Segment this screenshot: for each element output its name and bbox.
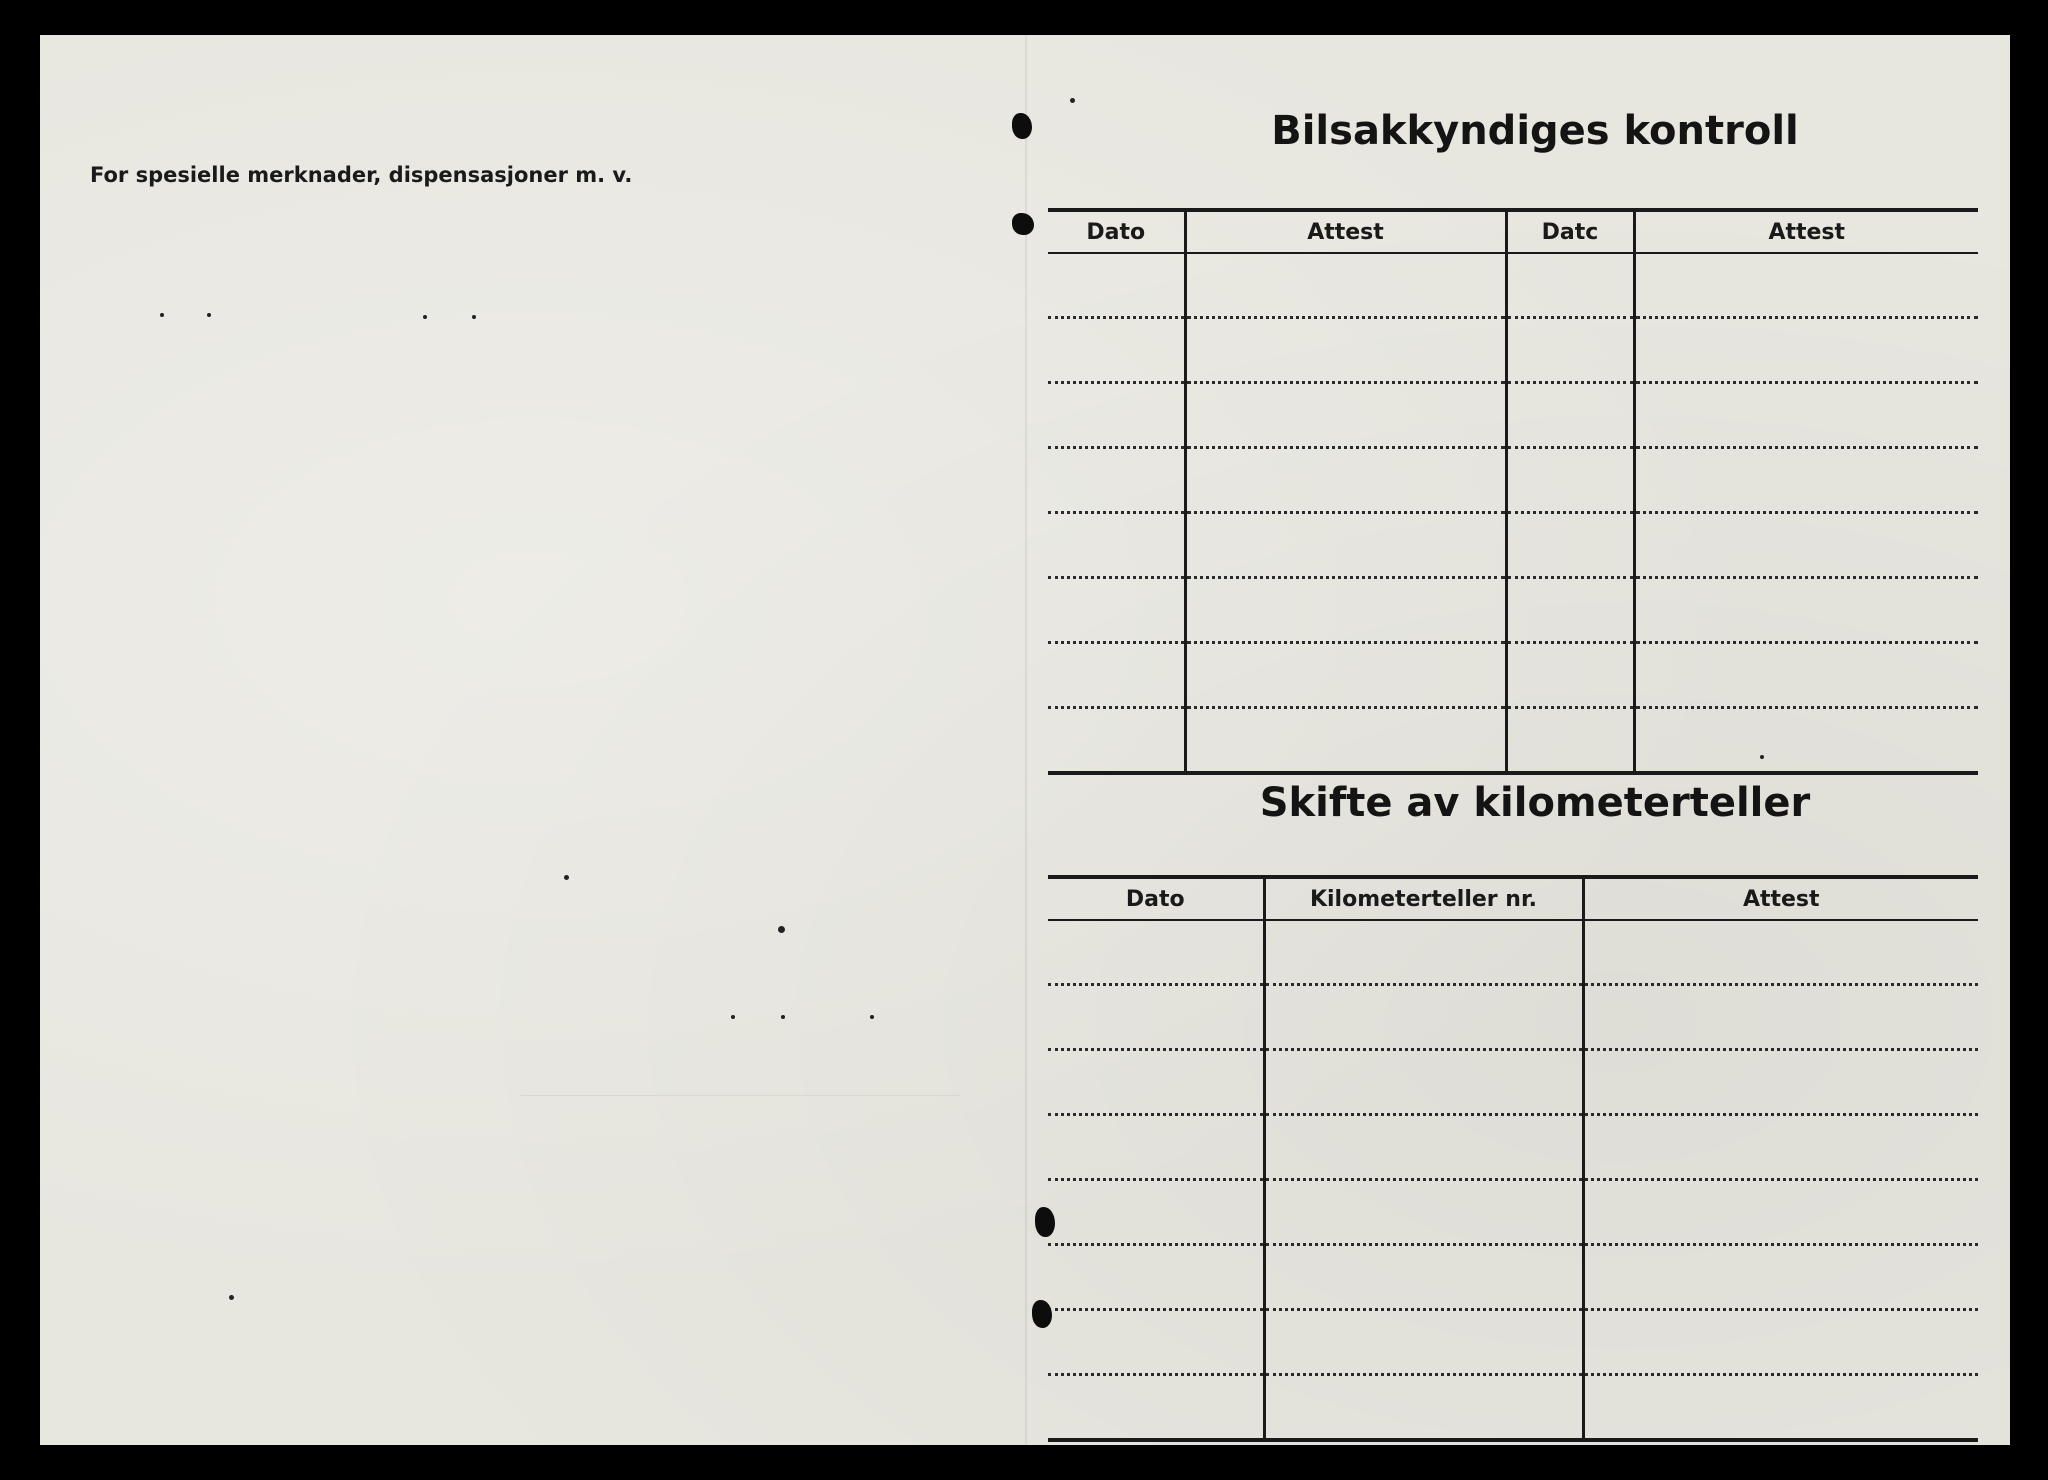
- odometer-number-cell[interactable]: [1264, 1115, 1583, 1180]
- odometer-number-cell[interactable]: [1264, 1375, 1583, 1441]
- certificate-cell[interactable]: [1583, 920, 1978, 985]
- staple-hole-mark: [1035, 1207, 1055, 1237]
- odometer-col-certificate: Attest: [1583, 877, 1978, 920]
- table-row: [1048, 578, 1978, 643]
- table-row: [1048, 318, 1978, 383]
- table-row: [1048, 253, 1978, 318]
- ink-speck: [207, 313, 211, 317]
- ink-speck: [1760, 755, 1764, 759]
- ink-speck: [423, 315, 427, 319]
- certificate-cell[interactable]: [1185, 643, 1506, 708]
- certificate-cell[interactable]: [1634, 578, 1978, 643]
- odometer-title: Skifte av kilometerteller: [1259, 780, 1811, 826]
- table-row: [1048, 985, 1978, 1050]
- date-cell[interactable]: [1048, 318, 1185, 383]
- table-row: [1048, 1115, 1978, 1180]
- certificate-cell[interactable]: [1185, 578, 1506, 643]
- inspection-col-date-2: Datc: [1506, 210, 1634, 253]
- certificate-cell[interactable]: [1185, 513, 1506, 578]
- certificate-cell[interactable]: [1583, 1115, 1978, 1180]
- odometer-number-cell[interactable]: [1264, 985, 1583, 1050]
- date-cell[interactable]: [1048, 920, 1264, 985]
- date-cell[interactable]: [1048, 1115, 1264, 1180]
- certificate-cell[interactable]: [1634, 448, 1978, 513]
- certificate-cell[interactable]: [1634, 513, 1978, 578]
- table-row: [1048, 513, 1978, 578]
- certificate-cell[interactable]: [1583, 1180, 1978, 1245]
- inspection-col-date: Dato: [1048, 210, 1185, 253]
- certificate-cell[interactable]: [1583, 1050, 1978, 1115]
- odometer-header-row: [1048, 877, 1978, 920]
- date-cell[interactable]: [1506, 708, 1634, 774]
- inspection-title: Bilsakkyndiges kontroll: [1271, 108, 1799, 154]
- certificate-cell[interactable]: [1583, 985, 1978, 1050]
- certificate-cell[interactable]: [1185, 318, 1506, 383]
- date-cell[interactable]: [1048, 1180, 1264, 1245]
- table-row: [1048, 448, 1978, 513]
- date-cell[interactable]: [1048, 985, 1264, 1050]
- certificate-cell[interactable]: [1634, 643, 1978, 708]
- certificate-cell[interactable]: [1634, 383, 1978, 448]
- table-row: [1048, 1050, 1978, 1115]
- date-cell[interactable]: [1048, 448, 1185, 513]
- date-cell[interactable]: [1048, 708, 1185, 774]
- certificate-cell[interactable]: [1634, 708, 1978, 774]
- inspection-table: [1048, 208, 1978, 775]
- ink-speck: [564, 875, 569, 880]
- ink-speck: [870, 1015, 874, 1019]
- ink-speck: [778, 926, 785, 933]
- table-row: [1048, 1245, 1978, 1310]
- ink-speck: [229, 1295, 234, 1300]
- date-cell[interactable]: [1506, 578, 1634, 643]
- odometer-col-date: Dato: [1048, 877, 1264, 920]
- odometer-number-cell[interactable]: [1264, 920, 1583, 985]
- certificate-cell[interactable]: [1583, 1310, 1978, 1375]
- table-row: [1048, 383, 1978, 448]
- ink-speck: [731, 1015, 735, 1019]
- odometer-number-cell[interactable]: [1264, 1050, 1583, 1115]
- inspection-col-certificate: Attest: [1185, 210, 1506, 253]
- date-cell[interactable]: [1048, 578, 1185, 643]
- certificate-cell[interactable]: [1185, 383, 1506, 448]
- odometer-number-cell[interactable]: [1264, 1180, 1583, 1245]
- certificate-cell[interactable]: [1185, 708, 1506, 774]
- ink-speck: [781, 1015, 785, 1019]
- date-cell[interactable]: [1048, 1050, 1264, 1115]
- table-row: [1048, 920, 1978, 985]
- certificate-cell[interactable]: [1185, 448, 1506, 513]
- date-cell[interactable]: [1048, 1245, 1264, 1310]
- table-row: [1048, 1375, 1978, 1441]
- date-cell[interactable]: [1506, 253, 1634, 318]
- table-row: [1048, 708, 1978, 774]
- date-cell[interactable]: [1506, 513, 1634, 578]
- odometer-number-cell[interactable]: [1264, 1245, 1583, 1310]
- date-cell[interactable]: [1048, 1310, 1264, 1375]
- date-cell[interactable]: [1048, 513, 1185, 578]
- remarks-label: For spesielle merknader, dispensasjoner m. v.: [90, 163, 633, 187]
- center-fold: [1025, 35, 1027, 1445]
- date-cell[interactable]: [1048, 383, 1185, 448]
- staple-hole-mark: [1012, 113, 1032, 139]
- date-cell[interactable]: [1506, 318, 1634, 383]
- table-row: [1048, 1310, 1978, 1375]
- ink-speck: [1070, 98, 1075, 103]
- table-row: [1048, 1180, 1978, 1245]
- date-cell[interactable]: [1048, 1375, 1264, 1441]
- inspection-col-certificate-2: Attest: [1634, 210, 1978, 253]
- odometer-table: [1048, 875, 1978, 1442]
- certificate-cell[interactable]: [1185, 253, 1506, 318]
- inspection-header-row: [1048, 210, 1978, 253]
- certificate-cell[interactable]: [1634, 253, 1978, 318]
- document-sheet: [40, 35, 2010, 1445]
- table-row: [1048, 643, 1978, 708]
- date-cell[interactable]: [1506, 643, 1634, 708]
- date-cell[interactable]: [1048, 253, 1185, 318]
- ink-speck: [160, 313, 164, 317]
- odometer-col-number: Kilometerteller nr.: [1264, 877, 1583, 920]
- odometer-number-cell[interactable]: [1264, 1310, 1583, 1375]
- staple-hole-mark: [1012, 213, 1034, 235]
- bleed-through-stamp: [520, 1095, 960, 1186]
- date-cell[interactable]: [1506, 448, 1634, 513]
- certificate-cell[interactable]: [1583, 1245, 1978, 1310]
- certificate-cell[interactable]: [1634, 318, 1978, 383]
- ink-speck: [472, 315, 476, 319]
- certificate-cell[interactable]: [1583, 1375, 1978, 1441]
- staple-hole-mark: [1032, 1300, 1052, 1328]
- date-cell[interactable]: [1506, 383, 1634, 448]
- date-cell[interactable]: [1048, 643, 1185, 708]
